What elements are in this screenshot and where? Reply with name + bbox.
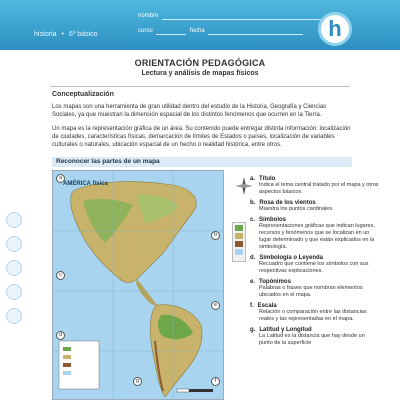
subject-label: historia bbox=[34, 31, 57, 38]
definition-letter: c. bbox=[250, 217, 256, 223]
definition-term: Título bbox=[259, 176, 276, 182]
decor-badge-icon bbox=[6, 284, 22, 300]
name-line bbox=[162, 19, 342, 20]
marker-b: b bbox=[211, 231, 220, 240]
definition-item bbox=[250, 327, 380, 347]
map-title: AMÉRICA física bbox=[63, 181, 108, 187]
definition-item bbox=[250, 217, 380, 251]
definition-letter: f. bbox=[250, 303, 254, 309]
definition-term: Topónimos bbox=[259, 279, 291, 285]
paragraph-definition: Un mapa es la representación gráfica de un área. Su contenido puede entregar distinta información: localización de ciudades, características físicas, demarcación de límites de Estados o países, localización de variables culturales o naturales, ubicación espacial de un hecho o realidad histórica, entre otros. bbox=[52, 126, 351, 148]
definition-text: La Latitud es la distancia que hay desde un punto de la superficie bbox=[259, 333, 365, 346]
page-title: ORIENTACIÓN PEDAGÓGICA bbox=[134, 58, 266, 68]
paragraph-intro: Los mapas son una herramienta de gran utilidad dentro del estudio de la Historia, Geografía y Ciencias Sociales, ya que muestran la dimensión espacial de los distintos fenómenos que ocurren en la Tierra. bbox=[52, 104, 327, 118]
definition-item bbox=[250, 255, 380, 275]
date-field-label: fecha bbox=[190, 28, 205, 34]
definition-letter: d. bbox=[250, 255, 256, 261]
definition-letter: a. bbox=[250, 176, 256, 182]
definition-text: Muestra los puntos cardinales. bbox=[259, 206, 334, 212]
course-line bbox=[156, 34, 186, 35]
definition-item bbox=[250, 176, 380, 196]
definitions-list bbox=[250, 176, 380, 351]
definition-text: Representaciones gráficas que indican lugares, recursos y fenómenos que se localizan en un lugar determinado y que están explicados en la simbología. bbox=[259, 223, 375, 250]
decor-badge-icon bbox=[6, 308, 22, 324]
definition-letter: b. bbox=[250, 200, 256, 206]
definition-term: Latitud y Longitud bbox=[259, 327, 312, 333]
decor-badge-icon bbox=[6, 236, 22, 252]
definition-term: Símbolos bbox=[259, 217, 287, 223]
definition-letter: e. bbox=[250, 279, 256, 285]
decor-badge-icon bbox=[6, 260, 22, 276]
definition-text: Recuadro que contiene los símbolos con sus respectivas explicaciones. bbox=[259, 261, 369, 274]
definition-letter: g. bbox=[250, 327, 256, 333]
marker-d: d bbox=[56, 331, 65, 340]
name-field-label: nombre bbox=[138, 13, 159, 19]
date-line bbox=[208, 34, 303, 35]
marker-g: g bbox=[133, 377, 142, 386]
page-subtitle: Lectura y análisis de mapas físicos bbox=[141, 70, 259, 77]
section-heading: Conceptualización bbox=[52, 91, 114, 98]
course-field-label: curso bbox=[138, 28, 153, 34]
definition-term: Escala bbox=[257, 303, 277, 309]
divider bbox=[50, 86, 350, 87]
america-physical-map bbox=[52, 170, 224, 400]
definition-item bbox=[250, 279, 380, 299]
definition-item bbox=[250, 200, 380, 213]
map-section-heading: Reconocer las partes de un mapa bbox=[52, 157, 352, 167]
definition-text: Indica el tema central tratado por el mapa y otros aspectos básicos. bbox=[259, 182, 379, 195]
separator: • bbox=[61, 31, 64, 38]
brand-logo: h bbox=[318, 12, 352, 46]
marker-a: a bbox=[56, 174, 65, 183]
definition-term: Simbología o Leyenda bbox=[259, 255, 324, 261]
marker-e: e bbox=[211, 301, 220, 310]
definition-text: Palabras o frases que nombran elementos ubicados en el mapa. bbox=[259, 285, 363, 298]
grade-label: 6º básico bbox=[68, 31, 98, 38]
definition-item bbox=[250, 303, 380, 323]
definition-term: Rosa de los vientos bbox=[259, 200, 316, 206]
name-field[interactable] bbox=[138, 13, 158, 19]
decor-badge-icon bbox=[6, 212, 22, 228]
course-field[interactable] bbox=[138, 28, 153, 34]
map-graphic bbox=[53, 171, 224, 400]
subject-tab bbox=[30, 27, 125, 43]
marker-f: f bbox=[211, 377, 220, 386]
header-bar bbox=[0, 0, 400, 50]
marker-c: c bbox=[56, 271, 65, 280]
date-field[interactable] bbox=[190, 28, 205, 34]
definition-text: Relación o comparación entre las distancias reales y las representadas en el mapa. bbox=[259, 309, 367, 322]
symbols-legend-icon bbox=[232, 222, 246, 262]
